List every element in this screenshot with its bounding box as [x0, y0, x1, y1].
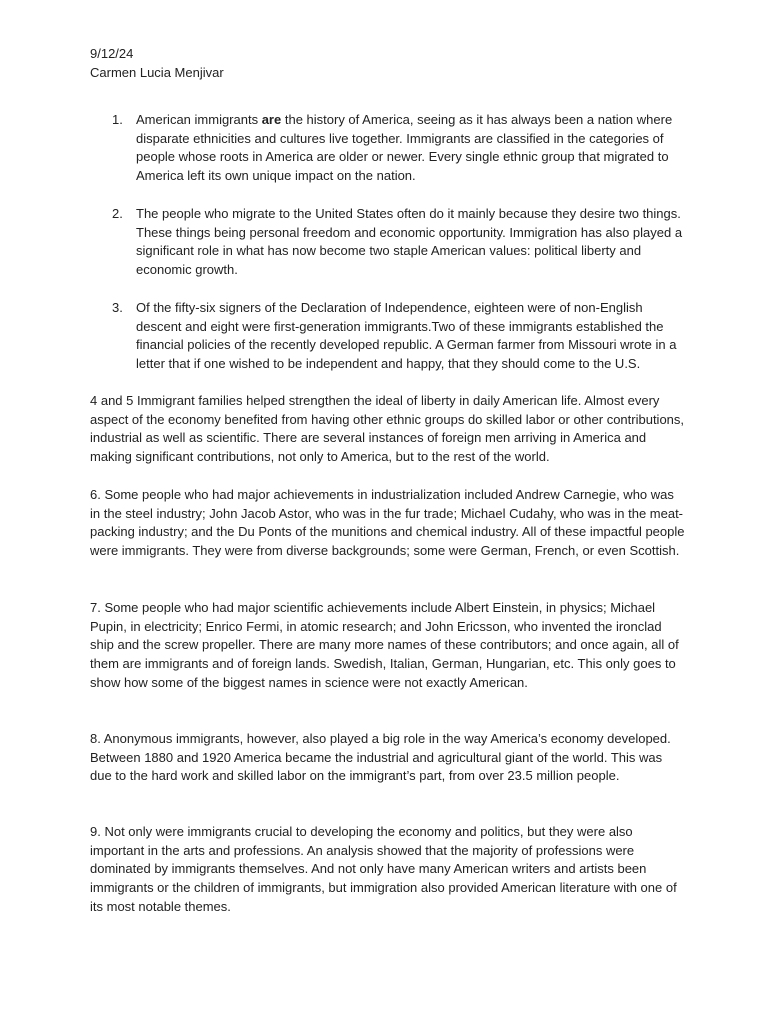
paragraph-8: 8. Anonymous immigrants, however, also played a big role in the way America’s economy developed. Between 1880 and 1920 America became the industrial and agricultural giant of the world. This was due to the hard work and skilled labor on the immigrant’s part, from over 23.5 million people.	[90, 731, 671, 784]
list-item-text	[136, 111, 684, 186]
list-number: 1.	[112, 112, 123, 127]
list-number: 2.	[112, 206, 123, 221]
list-number: 3.	[112, 300, 123, 315]
author-line: Carmen Lucia Menjivar	[90, 64, 224, 80]
bold-emphasis: are	[261, 112, 282, 127]
paragraph-4-5: 4 and 5 Immigrant families helped strengthen the ideal of liberty in daily American life. Almost every aspect of the economy benefited from having other ethnic groups do skilled labor or other contributions, industrial as well as scientific. There are several instances of foreign men arriving in America and making significant contributions, not only to America, but to the rest of the world.	[90, 393, 685, 465]
paragraph-6: 6. Some people who had major achievements in industrialization included Andrew Carnegie, who was in the steel industry; John Jacob Astor, who was in the fur trade; Michael Cudahy, who was in the meat-packing industry; and the Du Ponts of the munitions and chemical industry. All of these impactful people were immigrants. They were from diverse backgrounds; some were German, French, or even Scottish.	[90, 487, 685, 559]
list-item-text: Of the fifty-six signers of the Declaration of Independence, eighteen were of non-English descent and eight were first-generation immigrants.Two of these immigrants established the financial policies of the recently developed republic. A German farmer from Missouri wrote in a letter that if one wished to be independent and happy, that they should come to the U.S.	[136, 300, 677, 372]
paragraph-7: 7. Some people who had major scientific achievements include Albert Einstein, in physics; Michael Pupin, in electricity; Enrico Fermi, in atomic research; and John Ericsson, who invented the ironclad ship and the screw propeller. There are many more names of these contributors; and once again, all of them are immigrants and of foreign lands. Swedish, Italian, German, Hungarian, etc. This only goes to show how some of the biggest names in science were not exactly American.	[90, 600, 679, 690]
list-item-text: The people who migrate to the United States often do it mainly because they desire two things. These things being personal freedom and economic opportunity. Immigration has also played a significant role in what has now become two staple American values: political liberty and economic growth.	[136, 206, 683, 278]
list-text-segment: American immigrants	[136, 112, 262, 127]
date-line: 9/12/24	[90, 46, 134, 61]
paragraph-9: 9. Not only were immigrants crucial to developing the economy and politics, but they were also important in the arts and professions. An analysis showed that the majority of professions were dominated by immigrants themselves. And not only have many American writers and artists been immigrants or the children of immigrants, but immigration also provided American literature with one of its most notable themes.	[90, 824, 677, 914]
document-header	[90, 45, 224, 82]
list-text-segment: the history of America, seeing as it has always been a nation where disparate ethnicities and cultures live together. Immigrants are classified in the categories of people whose roots in America are older or newer. Every single ethnic group that migrated to America left its own unique impact on the nation.	[136, 112, 673, 184]
